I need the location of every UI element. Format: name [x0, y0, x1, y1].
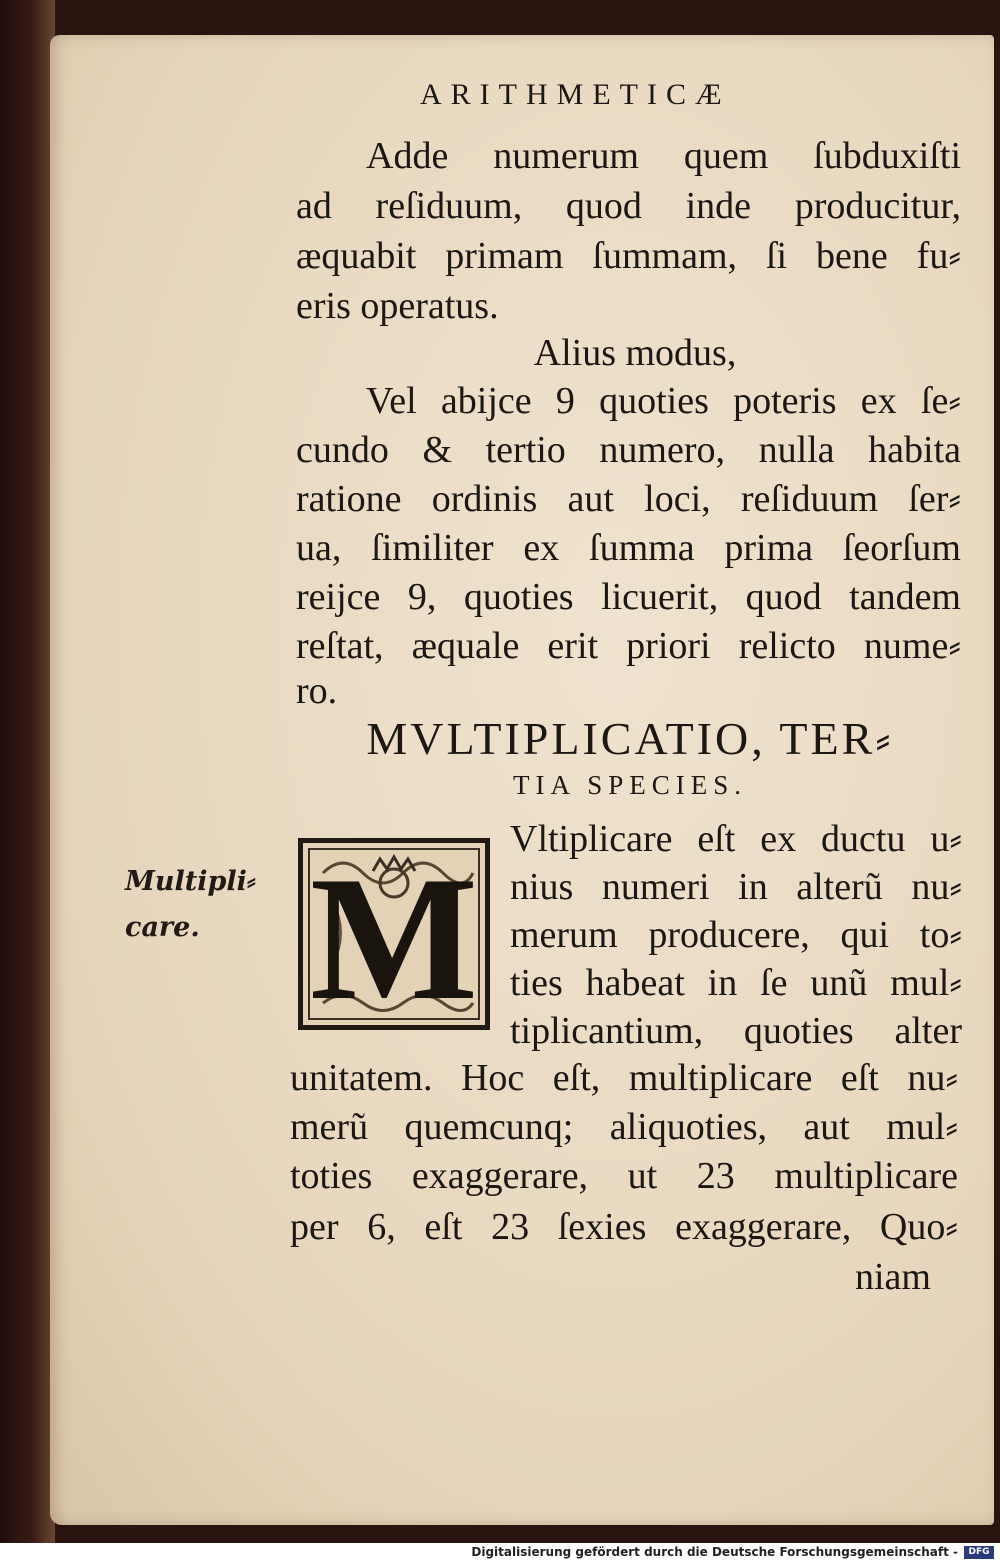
text-line: tiplicantium, quoties alter: [510, 1010, 962, 1052]
subheading-alius-modus: Alius modus,: [533, 332, 737, 374]
section-subheading: TIA SPECIES.: [512, 770, 748, 800]
dfg-logo: DFG: [964, 1546, 994, 1559]
book-binding-edge: [0, 0, 55, 1543]
initial-letter: M: [309, 839, 478, 1037]
margin-note-line: care.: [125, 912, 200, 943]
text-line: toties exaggerare, ut 23 multiplicare: [290, 1155, 958, 1197]
text-line: ratione ordinis aut loci, reſiduum ſer⸗: [296, 478, 961, 520]
text-line: Adde numerum quem ſubduxiſti: [366, 135, 961, 177]
catchword: niam: [855, 1256, 931, 1298]
footer-credit: Digitalisierung gefördert durch die Deutsche Forschungsgemeinschaft -: [471, 1545, 958, 1559]
running-head: ARITHMETICÆ: [420, 78, 731, 111]
margin-note-line: Multipli⸗: [125, 866, 256, 897]
text-line: merũ quemcunq; aliquoties, aut mul⸗: [290, 1106, 958, 1148]
text-line: Vltiplicare eſt ex ductu u⸗: [510, 818, 962, 860]
decorated-initial: [298, 838, 490, 1037]
text-line: merum producere, qui to⸗: [510, 914, 962, 956]
text-line: cundo & tertio numero, nulla habita: [296, 429, 961, 471]
section-heading: MVLTIPLICATIO, TER⸗: [366, 713, 894, 764]
text-line: ties habeat in ſe unũ mul⸗: [510, 962, 962, 1004]
text-line: nius numeri in alterũ nu⸗: [510, 866, 962, 908]
text-line: ua, ſimiliter ex ſumma prima ſeorſum: [296, 527, 961, 569]
text-line: ro.: [296, 670, 338, 712]
text-line: Vel abijce 9 quoties poteris ex ſe⸗: [366, 380, 961, 422]
text-line: æquabit primam ſummam, ſi bene fu⸗: [296, 235, 961, 277]
text-line: per 6, eſt 23 ſexies exaggerare, Quo⸗: [290, 1206, 958, 1248]
text-line: ad reſiduum, quod inde producitur,: [296, 185, 961, 227]
text-line: unitatem. Hoc eſt, multiplicare eſt nu⸗: [290, 1057, 958, 1099]
text-line: reijce 9, quoties licuerit, quod tandem: [296, 576, 961, 618]
text-line: reſtat, æquale erit priori relicto nume⸗: [296, 625, 961, 667]
footer-bar: [0, 1543, 1000, 1563]
text-line: eris operatus.: [296, 285, 499, 327]
